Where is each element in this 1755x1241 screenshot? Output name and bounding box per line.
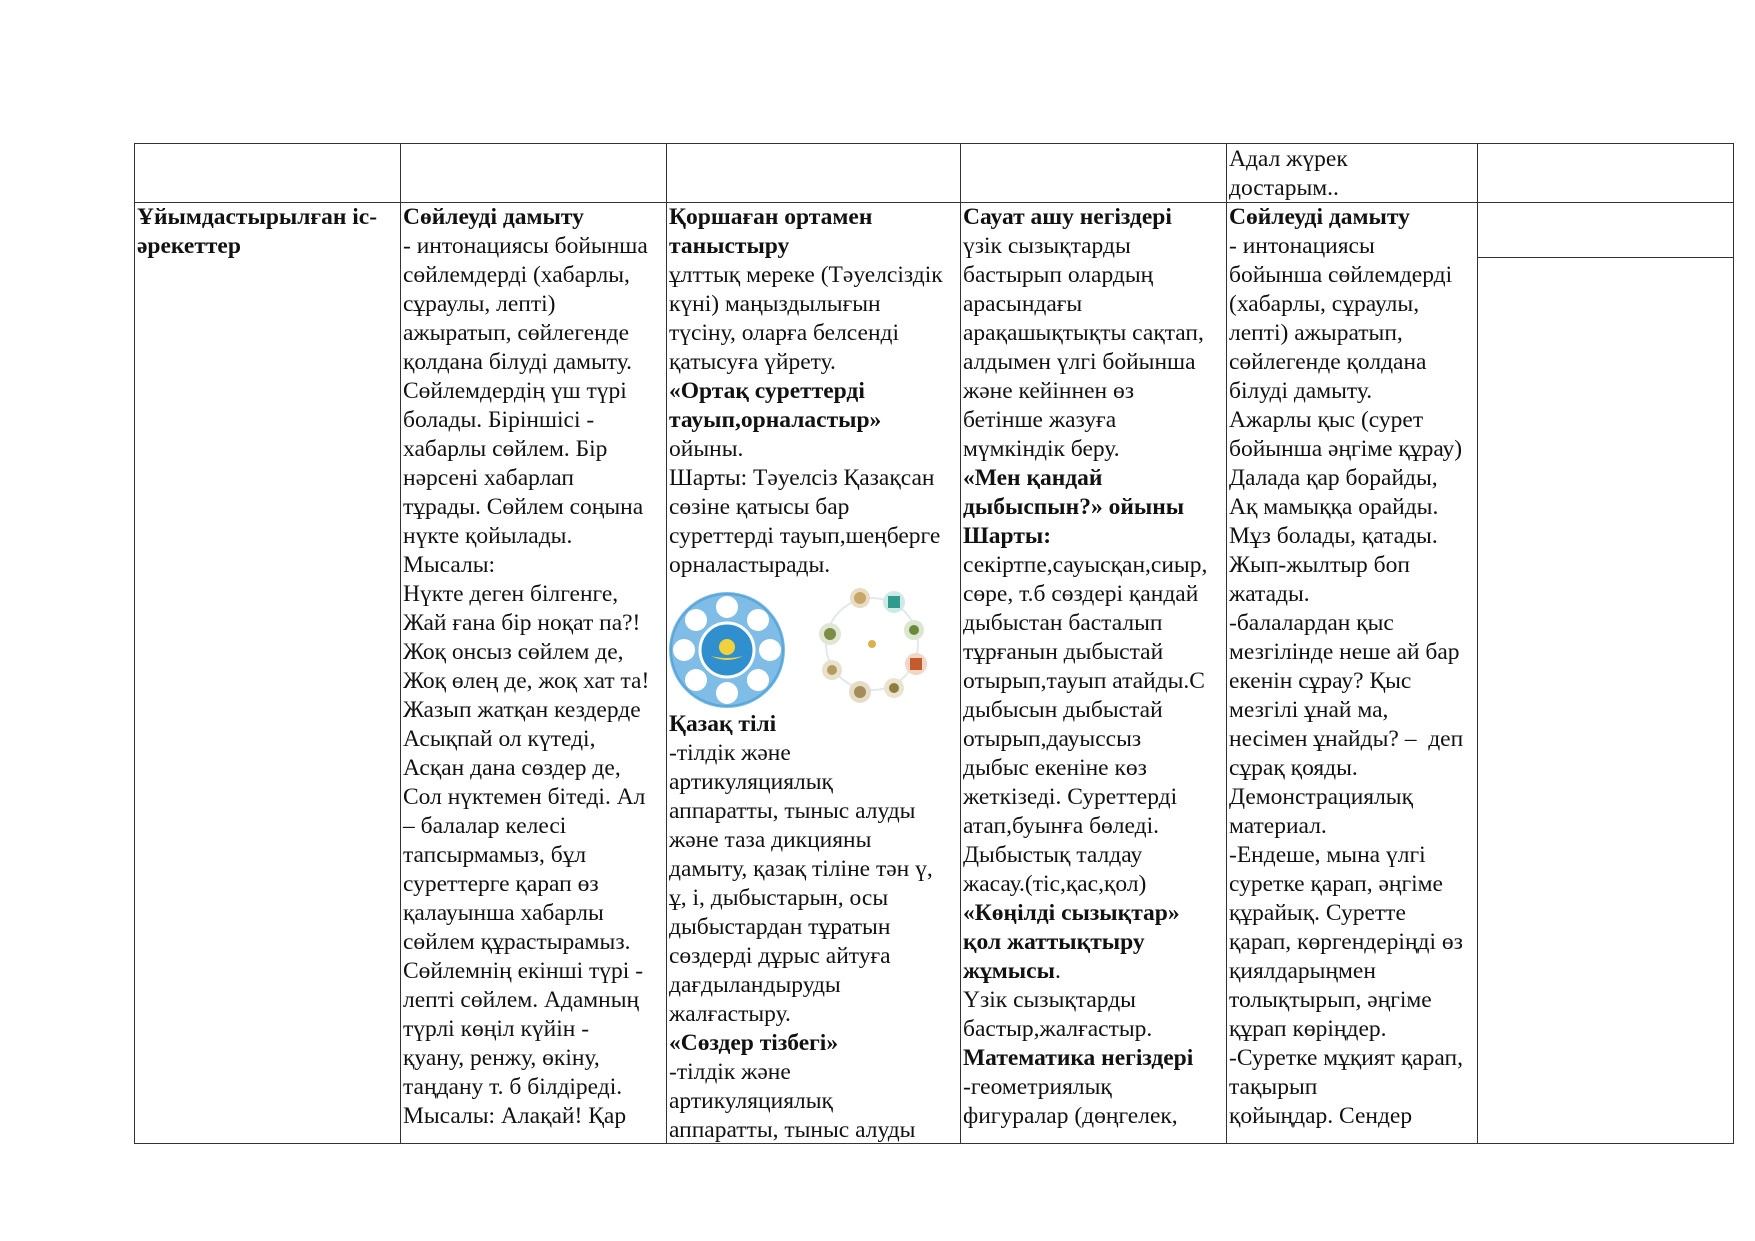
literacy-line-text: секіртпе,сауысқан,сиыр, xyxy=(963,552,1208,578)
literacy-line-text: тұрғанын дыбыстай xyxy=(963,639,1164,665)
speech2-line xyxy=(1229,203,1477,232)
literacy-line-text: жұмысы xyxy=(963,958,1055,984)
speech2-line-text: бойынша сөйлемдерді xyxy=(1229,262,1453,288)
literacy-line xyxy=(963,203,1226,232)
kazakh-language-line xyxy=(669,797,960,826)
literacy-line xyxy=(963,319,1226,348)
literacy-line-text: фигуралар (дөңгелек, xyxy=(963,1103,1178,1129)
literacy-line xyxy=(963,638,1226,667)
speech2-line-text: білуді дамыту. xyxy=(1229,378,1373,404)
kazakh-language-line xyxy=(669,1029,960,1058)
speech-line-text: түрлі көңіл күйін - xyxy=(403,1016,590,1042)
environment-line xyxy=(669,551,960,580)
literacy-line-text: Үзік сызықтарды xyxy=(963,987,1136,1013)
speech2-line xyxy=(1229,986,1477,1015)
literacy-line-text: Математика негіздері xyxy=(963,1045,1194,1071)
environment-line xyxy=(669,348,960,377)
kazakh-language-line-text: сөздерді дұрыс айтуға xyxy=(669,943,891,969)
environment-line-text: түсіну, оларға белсенді xyxy=(669,320,900,346)
literacy-line-text: бастырып олардың xyxy=(963,262,1154,288)
speech-line xyxy=(403,667,666,696)
kazakh-language-line-text: жалғастыру. xyxy=(669,1001,791,1027)
speech2-line xyxy=(1229,696,1477,725)
speech-line-text: тұрады. Сөйлем соңына xyxy=(403,494,644,520)
header-col5-line-text: достарым.. xyxy=(1229,175,1339,201)
header-col5-line xyxy=(1229,174,1476,202)
cell-literacy-basics xyxy=(961,203,1226,1143)
literacy-line xyxy=(963,464,1226,493)
environment-line xyxy=(669,261,960,290)
cell-kazakh-language xyxy=(667,710,960,1143)
speech2-line-text: құрап көріңдер. xyxy=(1229,1016,1387,1042)
environment-line xyxy=(669,493,960,522)
row-label-line-text: Ұйымдастырылған іс- xyxy=(137,204,378,230)
literacy-line-text: «Мен қандай xyxy=(963,465,1103,491)
speech-line xyxy=(403,1015,666,1044)
environment-line-text: тауып,орналастыр» xyxy=(669,407,882,433)
literacy-line-text: Сауат ашу негіздері xyxy=(963,204,1172,230)
literacy-line-text: бетінше жазуға xyxy=(963,407,1117,433)
environment-line-text: ұлттық мереке (Тәуелсіздік xyxy=(669,262,943,288)
speech2-line xyxy=(1229,493,1477,522)
table-right-border xyxy=(1733,143,1734,1144)
literacy-line xyxy=(963,899,1226,928)
speech2-line-text: бойынша әңгіме құрау) xyxy=(1229,436,1463,462)
speech-line-text: Жоқ өлең де, жоқ хат та! xyxy=(403,668,650,694)
environment-line xyxy=(669,522,960,551)
speech2-line-text: Мұз болады, қатады. xyxy=(1229,523,1438,549)
speech2-line-text: (хабарлы, сұраулы, xyxy=(1229,291,1420,317)
speech2-line-text: сөйлегенде қолдана xyxy=(1229,349,1427,375)
speech-line-text: – балалар келесі xyxy=(403,813,567,839)
speech-line xyxy=(403,812,666,841)
environment-line xyxy=(669,377,960,406)
speech-line xyxy=(403,348,666,377)
speech-line-text: тапсырмамыз, бұл xyxy=(403,842,587,868)
literacy-line-text: үзік сызықтарды xyxy=(963,233,1131,259)
speech-line xyxy=(403,203,666,232)
speech2-line xyxy=(1229,609,1477,638)
literacy-line xyxy=(963,580,1226,609)
speech-line-text: Сөйлемнің екінші түрі - xyxy=(403,958,644,984)
speech2-line-text: Ақ мамыққа орайды. xyxy=(1229,494,1439,520)
speech-line xyxy=(403,841,666,870)
kazakh-language-line-text: артикуляциялық xyxy=(669,769,833,795)
speech-line xyxy=(403,696,666,725)
kazakh-language-line-text: дыбыстардан тұратын xyxy=(669,914,891,940)
speech-line xyxy=(403,406,666,435)
literacy-line-text: дыбыстан басталып xyxy=(963,610,1163,636)
speech-line xyxy=(403,1044,666,1073)
table-bottom-border xyxy=(134,1143,1734,1144)
speech-line xyxy=(403,319,666,348)
speech2-line-text: жатады. xyxy=(1229,581,1310,607)
kazakh-language-line xyxy=(669,884,960,913)
speech2-line-text: материал. xyxy=(1229,813,1327,839)
kazakh-language-line-text: Қазақ тілі xyxy=(669,711,777,737)
speech2-line xyxy=(1229,812,1477,841)
speech-line xyxy=(403,377,666,406)
kazakh-language-line-text: артикуляциялық xyxy=(669,1088,833,1114)
literacy-line xyxy=(963,957,1226,986)
kazakh-language-line xyxy=(669,971,960,1000)
literacy-line-text: отырып,дауыссыз xyxy=(963,726,1142,752)
speech2-line-text: Жып-жылтыр боп xyxy=(1229,552,1410,578)
speech2-line xyxy=(1229,957,1477,986)
speech2-line-text: тақырып xyxy=(1229,1074,1318,1100)
kazakh-language-line xyxy=(669,855,960,884)
speech-line xyxy=(403,754,666,783)
speech-line-text: суреттерге қарап өз xyxy=(403,871,599,897)
literacy-line-text: арасындағы xyxy=(963,291,1083,317)
speech2-line-text: мезгілінде неше ай бар xyxy=(1229,639,1460,665)
header-col5-line-text: Адал жүрек xyxy=(1229,146,1348,172)
speech2-line-text: -балалардан қыс xyxy=(1229,610,1394,636)
speech-line xyxy=(403,783,666,812)
environment-line xyxy=(669,464,960,493)
speech2-line xyxy=(1229,580,1477,609)
speech2-line xyxy=(1229,348,1477,377)
speech2-line-text: несімен ұнайды? – деп xyxy=(1229,726,1464,752)
speech2-line-text: сұрақ қояды. xyxy=(1229,755,1358,781)
environment-line xyxy=(669,435,960,464)
kazakh-language-line-text: аппаратты, тыныс алуды xyxy=(669,1117,916,1143)
literacy-line-text: қол жаттықтыру xyxy=(963,929,1145,955)
environment-line-text: таныстыру xyxy=(669,233,790,259)
speech2-line xyxy=(1229,435,1477,464)
literacy-line xyxy=(963,1102,1226,1131)
speech2-line-text: толықтырып, әңгіме xyxy=(1229,987,1432,1013)
kazakh-language-line-text: дағдыландыруды xyxy=(669,972,841,998)
header-col5-line xyxy=(1229,145,1476,174)
literacy-line-text: дыбыс екеніне көз xyxy=(963,755,1147,781)
speech-line-text: - интонациясы бойынша xyxy=(403,233,648,259)
speech-line-text: Сөйлемдердің үш түрі xyxy=(403,378,627,404)
speech2-line-text: - интонациясы xyxy=(1229,233,1375,259)
speech2-line-text: екенін сұрау? Қыс xyxy=(1229,668,1412,694)
kazakh-language-line-text: дамыту, қазақ тіліне тән ү, xyxy=(669,856,933,882)
kazakh-language-line xyxy=(669,1000,960,1029)
environment-line xyxy=(669,406,960,435)
row-label-line xyxy=(137,232,400,261)
last-col-sub-divider xyxy=(1477,257,1734,258)
speech-line-text: Асқан дана сөздер де, xyxy=(403,755,621,781)
literacy-line-text: «Көңілді сызықтар» xyxy=(963,900,1180,926)
speech2-line-text: құрайық. Суретте xyxy=(1229,900,1406,926)
speech-line xyxy=(403,609,666,638)
picture-ring-icon xyxy=(808,580,936,708)
speech-line xyxy=(403,493,666,522)
speech2-line xyxy=(1229,1015,1477,1044)
environment-line-text: ойыны. xyxy=(669,436,744,462)
speech-line-text: сөйлемдерді (хабарлы, xyxy=(403,262,630,288)
speech2-line xyxy=(1229,667,1477,696)
kazakh-language-line xyxy=(669,942,960,971)
kazakh-language-line xyxy=(669,1116,960,1143)
kazakh-language-line-text: -тілдік және xyxy=(669,740,791,766)
literacy-line-text: жасау.(тіс,қас,қол) xyxy=(963,871,1147,897)
literacy-line-text: дыбыспын?» ойыны xyxy=(963,494,1185,520)
literacy-line xyxy=(963,841,1226,870)
speech-line-text: Жоқ онсыз сөйлем де, xyxy=(403,639,624,665)
kazakh-language-line-text: «Сөздер тізбегі» xyxy=(669,1030,839,1056)
speech2-line xyxy=(1229,725,1477,754)
literacy-line xyxy=(963,377,1226,406)
table-top-border xyxy=(134,143,1734,144)
kazakh-language-line xyxy=(669,1058,960,1087)
literacy-line xyxy=(963,609,1226,638)
speech-line-text: Сол нүктемен бітеді. Ал xyxy=(403,784,646,810)
kazakh-language-line xyxy=(669,710,960,739)
environment-line-text: суреттерді тауып,шеңберге xyxy=(669,523,941,549)
speech-line xyxy=(403,580,666,609)
speech-line xyxy=(403,928,666,957)
speech-line-text: қалауынша хабарлы xyxy=(403,900,604,926)
speech-line-text: Жай ғана бір ноқат па?! xyxy=(403,610,641,636)
speech2-line xyxy=(1229,464,1477,493)
literacy-line-text: дыбысын дыбыстай xyxy=(963,697,1163,723)
speech2-line xyxy=(1229,899,1477,928)
literacy-line xyxy=(963,870,1226,899)
literacy-line xyxy=(963,522,1226,551)
kazakh-language-line-text: аппаратты, тыныс алуды xyxy=(669,798,916,824)
speech-line-text: қуану, ренжу, өкіну, xyxy=(403,1045,600,1071)
literacy-line xyxy=(963,232,1226,261)
speech2-line-text: қойыңдар. Сендер xyxy=(1229,1103,1413,1129)
literacy-line-suffix: . xyxy=(1054,958,1061,984)
literacy-line xyxy=(963,986,1226,1015)
speech-line-text: Мысалы: xyxy=(403,552,496,578)
speech-line xyxy=(403,435,666,464)
table-col-divider xyxy=(1477,143,1478,1144)
literacy-line xyxy=(963,667,1226,696)
speech-line-text: лепті сөйлем. Адамның xyxy=(403,987,640,1013)
kazakh-language-line-text: және таза дикцияны xyxy=(669,827,872,853)
speech2-line-text: Сөйлеуді дамыту xyxy=(1229,204,1410,230)
speech-line xyxy=(403,464,666,493)
kazakh-language-line xyxy=(669,826,960,855)
speech-line-text: нәрсені хабарлап xyxy=(403,465,575,491)
literacy-line xyxy=(963,812,1226,841)
environment-line-text: қатысуға үйрету. xyxy=(669,349,836,375)
speech-line-text: ажыратып, сөйлегенде xyxy=(403,320,630,346)
speech2-line xyxy=(1229,290,1477,319)
cell-speech-development xyxy=(401,203,666,1143)
speech2-line xyxy=(1229,870,1477,899)
environment-line xyxy=(669,319,960,348)
kazakh-language-line xyxy=(669,739,960,768)
row-label-line xyxy=(137,203,400,232)
environment-line-text: «Ортақ суреттерді xyxy=(669,378,865,404)
speech-line xyxy=(403,232,666,261)
environment-line xyxy=(669,203,960,232)
literacy-line-text: сөре, т.б сөздері қандай xyxy=(963,581,1199,607)
speech-line xyxy=(403,522,666,551)
speech2-line xyxy=(1229,928,1477,957)
kazakh-language-line xyxy=(669,768,960,797)
literacy-line xyxy=(963,406,1226,435)
environment-line xyxy=(669,290,960,319)
literacy-line-text: арақашықтықты сақтап, xyxy=(963,320,1204,346)
speech2-line-text: суретке қарап, әңгіме xyxy=(1229,871,1443,897)
speech2-line xyxy=(1229,319,1477,348)
speech-line-text: Сөйлеуді дамыту xyxy=(403,204,584,230)
speech-line-text: Жазып жатқан кездерде xyxy=(403,697,641,723)
speech-line xyxy=(403,1102,666,1131)
speech-line-text: нүкте қойылады. xyxy=(403,523,573,549)
literacy-line-text: алдымен үлгі бойынша xyxy=(963,349,1196,375)
environment-line-text: Шарты: Тәуелсіз Қазақсан xyxy=(669,465,935,491)
speech2-line xyxy=(1229,783,1477,812)
speech2-line xyxy=(1229,1073,1477,1102)
speech-line-text: Мысалы: Алақай! Қар xyxy=(403,1103,627,1129)
kazakh-language-line-text: -тілдік және xyxy=(669,1059,791,1085)
speech-line xyxy=(403,986,666,1015)
speech-line xyxy=(403,638,666,667)
literacy-line-text: отырып,тауып атайды.С xyxy=(963,668,1205,694)
literacy-line xyxy=(963,1015,1226,1044)
literacy-line-text: мүмкіндік беру. xyxy=(963,436,1120,462)
speech2-line xyxy=(1229,261,1477,290)
speech-line xyxy=(403,899,666,928)
row-label-organized-activities xyxy=(135,203,400,323)
speech-line xyxy=(403,957,666,986)
literacy-line-text: бастыр,жалғастыр. xyxy=(963,1016,1153,1042)
kazakh-language-line xyxy=(669,913,960,942)
kazakhstan-flag-circle-icon xyxy=(667,590,787,710)
speech2-line xyxy=(1229,754,1477,783)
speech2-line xyxy=(1229,841,1477,870)
literacy-line xyxy=(963,725,1226,754)
environment-line-text: сөзіне қатысы бар xyxy=(669,494,850,520)
speech-line-text: хабарлы сөйлем. Бір xyxy=(403,436,608,462)
literacy-line xyxy=(963,783,1226,812)
speech-line-text: болады. Біріншісі - xyxy=(403,407,595,433)
environment-line-text: Қоршаған ортамен xyxy=(669,204,873,230)
literacy-line-text: Шарты: xyxy=(963,523,1052,549)
kazakh-language-line xyxy=(669,1087,960,1116)
speech2-line xyxy=(1229,522,1477,551)
speech-line xyxy=(403,870,666,899)
literacy-line xyxy=(963,435,1226,464)
cell-environment-intro xyxy=(667,203,960,583)
speech-line xyxy=(403,290,666,319)
speech2-line xyxy=(1229,638,1477,667)
speech2-line-text: Далада қар борайды, xyxy=(1229,465,1438,491)
speech-line xyxy=(403,261,666,290)
speech2-line xyxy=(1229,377,1477,406)
speech-line-text: Нүкте деген білгенге, xyxy=(403,581,619,607)
speech-line xyxy=(403,551,666,580)
literacy-line-text: жеткізеді. Суреттерді xyxy=(963,784,1178,810)
environment-line xyxy=(669,232,960,261)
speech2-line xyxy=(1229,406,1477,435)
header-cell-col5 xyxy=(1227,145,1476,202)
literacy-line xyxy=(963,261,1226,290)
literacy-line xyxy=(963,754,1226,783)
literacy-line xyxy=(963,1044,1226,1073)
literacy-line xyxy=(963,928,1226,957)
environment-line-text: орналастырады. xyxy=(669,552,831,578)
speech2-line-text: лепті) ажыратып, xyxy=(1229,320,1403,346)
speech2-line-text: қиялдарыңмен xyxy=(1229,958,1376,984)
literacy-line-text: және кейіннен өз xyxy=(963,378,1134,404)
literacy-line-text: Дыбыстық талдау xyxy=(963,842,1143,868)
cell-speech-development-2 xyxy=(1227,203,1477,1143)
speech2-line xyxy=(1229,551,1477,580)
literacy-line xyxy=(963,493,1226,522)
speech2-line xyxy=(1229,1044,1477,1073)
speech-line-text: сөйлем құрастырамыз. xyxy=(403,929,631,955)
literacy-line xyxy=(963,290,1226,319)
literacy-line xyxy=(963,1073,1226,1102)
literacy-line xyxy=(963,348,1226,377)
row-label-line-text: әрекеттер xyxy=(137,233,241,259)
literacy-line-text: -геометриялық xyxy=(963,1074,1112,1100)
speech2-line-text: -Ендеше, мына үлгі xyxy=(1229,842,1426,868)
literacy-line xyxy=(963,696,1226,725)
speech-line-text: сұраулы, лепті) xyxy=(403,291,556,317)
literacy-line xyxy=(963,551,1226,580)
speech-line xyxy=(403,1073,666,1102)
speech-line-text: Асықпай ол күтеді, xyxy=(403,726,596,752)
speech-line-text: таңдану т. б білдіреді. xyxy=(403,1074,623,1100)
environment-line-text: күні) маңыздылығын xyxy=(669,291,881,317)
literacy-line-text: атап,буынға бөледі. xyxy=(963,813,1159,839)
speech2-line-text: қарап, көргендеріңді өз xyxy=(1229,929,1463,955)
speech2-line-text: Демонстрациялық xyxy=(1229,784,1414,810)
speech2-line-text: -Суретке мұқият қарап, xyxy=(1229,1045,1463,1071)
speech-line xyxy=(403,725,666,754)
speech2-line-text: мезгілі ұнай ма, xyxy=(1229,697,1389,723)
kazakh-language-line-text: ұ, і, дыбыстарын, осы xyxy=(669,885,889,911)
speech2-line xyxy=(1229,1102,1477,1131)
speech-line-text: қолдана білуді дамыту. xyxy=(403,349,632,375)
speech2-line xyxy=(1229,232,1477,261)
speech2-line-text: Ажарлы қыс (сурет xyxy=(1229,407,1424,433)
